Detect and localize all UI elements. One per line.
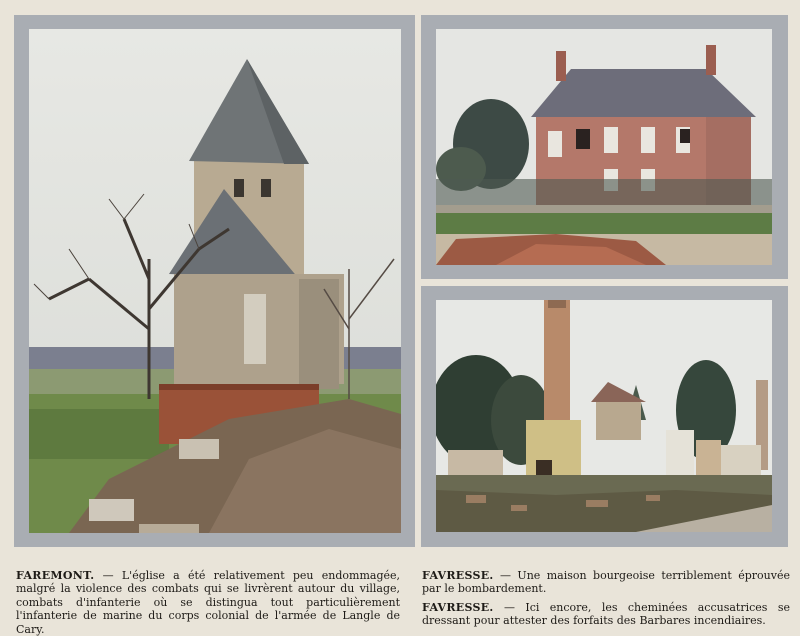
caption-place-favresse-house: FAVRESSE. [422, 569, 494, 582]
caption-text-favresse-ruins: — Ici encore, les cheminées accusatrices se dressant pour attester des forfaits des Barbares incendiaires. [422, 601, 790, 628]
caption-favresse-house [422, 569, 790, 596]
photo-favresse-ruins [436, 300, 772, 532]
caption-place-favresse-ruins: FAVRESSE. [422, 601, 494, 614]
caption-text-favresse-house: — Une maison bourgeoise terriblement éprouvée par le bombardement. [422, 569, 791, 596]
photo-plate-favresse-ruins [421, 286, 788, 547]
photo-faremont-church [29, 29, 401, 533]
caption-favresse-ruins [422, 601, 790, 628]
caption-text-faremont: — L'église a été relativement peu endommagée, malgré la violence des combats qui se livrèrent autour du village, combats d'infanterie où se distingua tout particulièrement l'infanterie de marine du corps colonial de l'armée de Langle de Cary. [16, 569, 401, 636]
caption-place-faremont: FAREMONT. [16, 569, 95, 582]
photo-favresse-house [436, 29, 772, 265]
photo-plate-favresse-house [421, 15, 788, 279]
photo-plate-faremont [14, 15, 415, 547]
caption-faremont [16, 569, 400, 636]
